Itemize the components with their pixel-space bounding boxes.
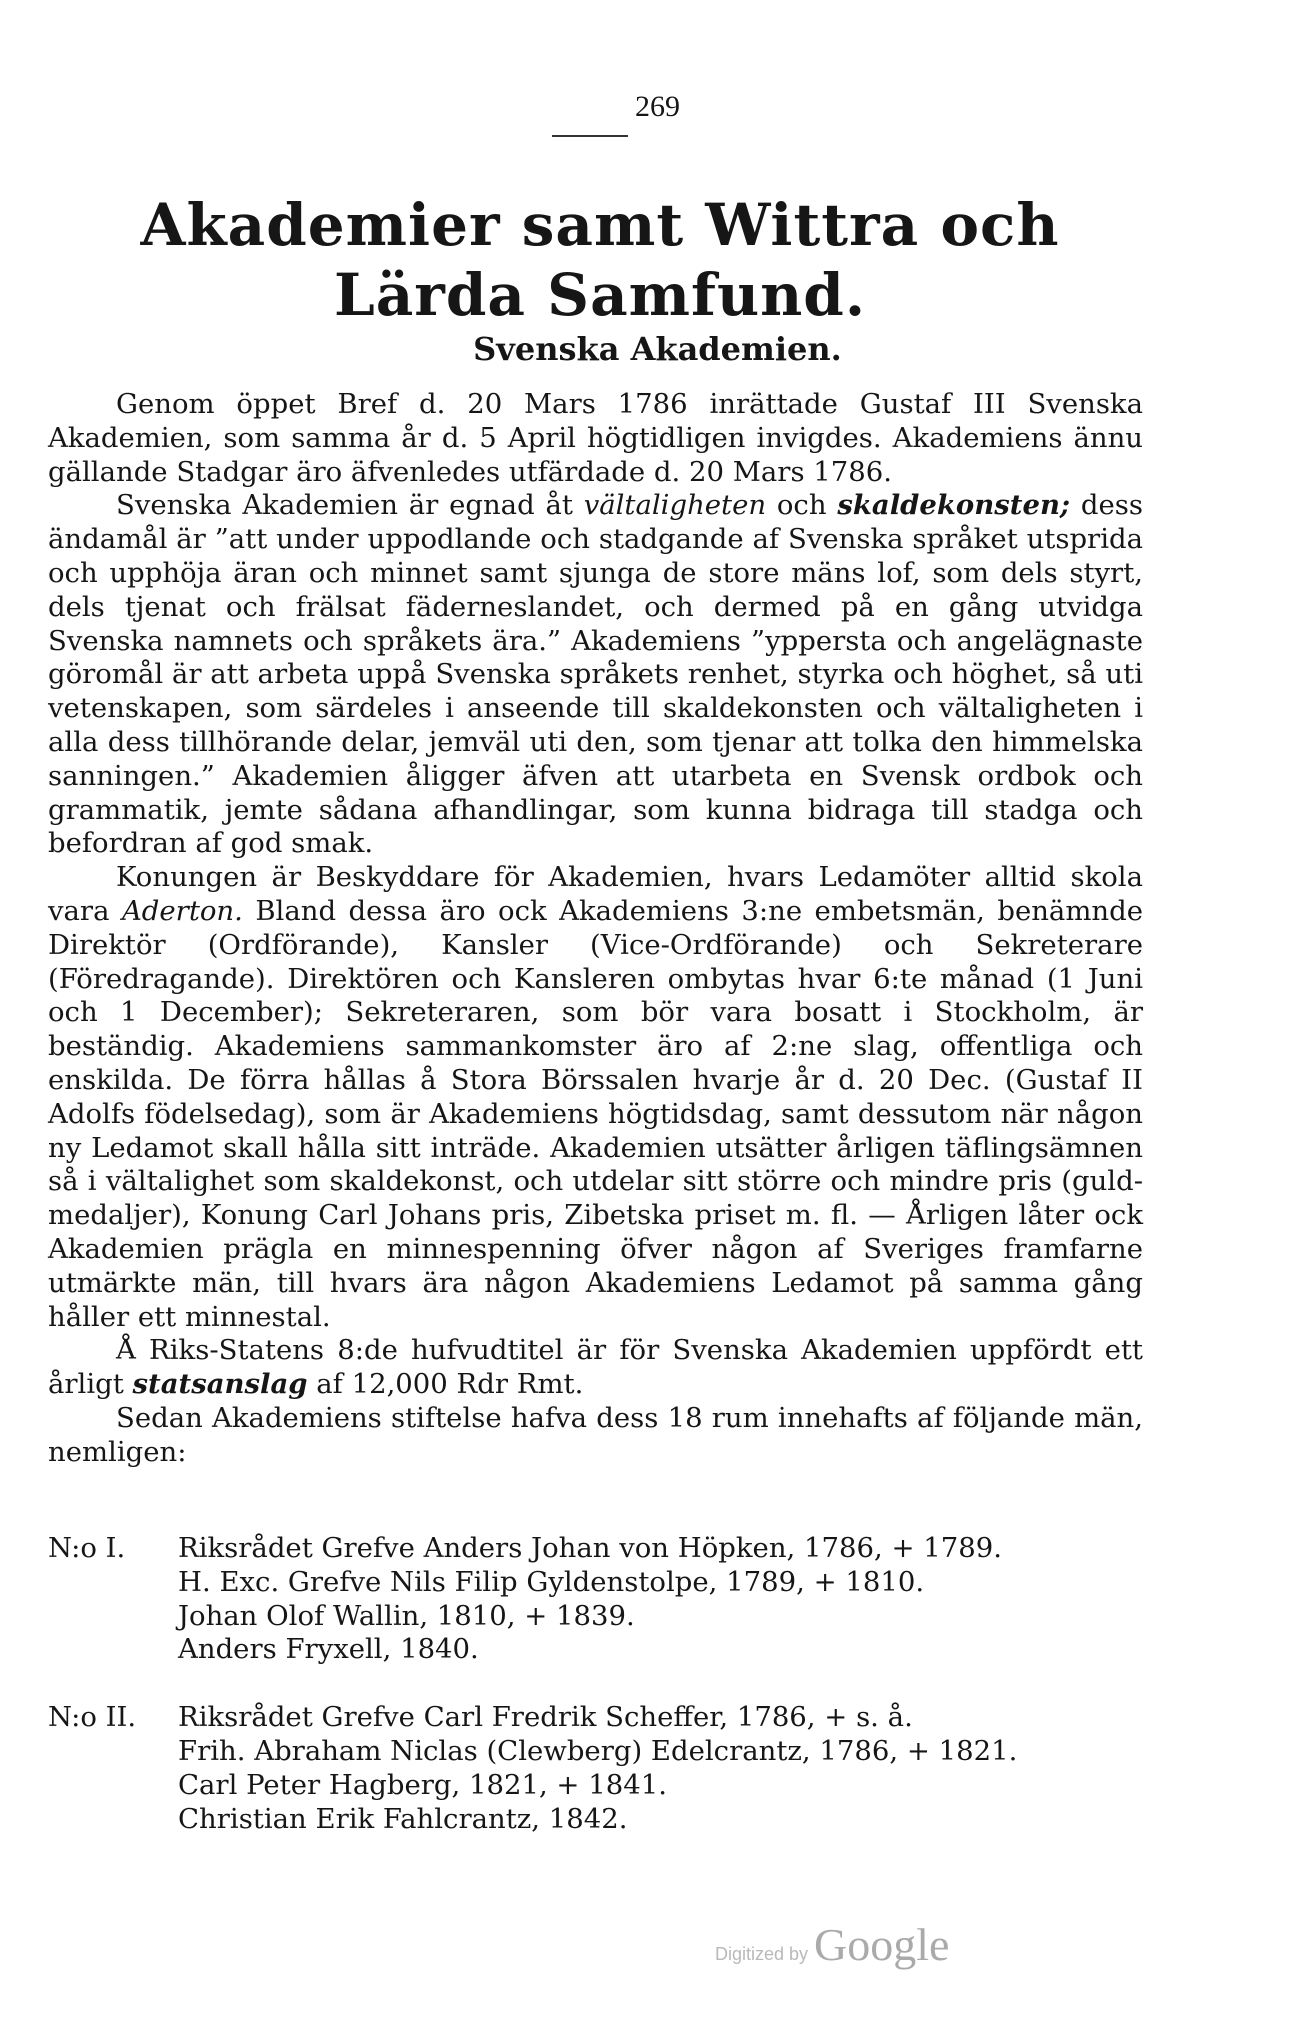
google-logo: Google: [814, 1919, 950, 1970]
paragraph-founding: Genom öppet Bref d. 20 Mars 1786 inrättade Gustaf III Svenska Akademien, som samma år d. 5 April högtidligen invigdes. Akademiens ännu gällande Stadgar äro äfvenledes utfärdade d. 20 Mars 1786.: [48, 388, 1143, 488]
seat-holder: Frih. Abraham Niclas (Clewberg) Edelcrantz, 1786, + 1821.: [178, 1734, 1018, 1767]
page-number-rule: [552, 135, 628, 137]
emphasis-valtaligheten: vältaligheten: [583, 489, 767, 522]
seat-holder: Riksrådet Grefve Carl Fredrik Scheffer, 1786, + s. å.: [178, 1701, 913, 1734]
seat-holder: Anders Fryxell, 1840.: [178, 1633, 479, 1666]
seat-row: [48, 1532, 1143, 1667]
emphasis-aderton: Aderton.: [121, 894, 243, 927]
seat-row: [48, 1701, 1143, 1836]
paragraph-organisation: Konungen är Beskyddare för Akademien, hvars Ledamöter alltid skola vara Aderton. Bland dessa äro ock Akademiens 3:ne embetsmän, benämnde Direktör (Ordförande), Kansler (Vice-Ordförande) och Sekreterare (Föredragande). Direktören och Kansleren ombytas hvar 6:te månad (1 Juni och 1 December); Sekreteraren, som bör vara bosatt i Stockholm, är beständig. Akademiens sammankomster äro af 2:ne slag, offentliga och enskilda. De förra hållas å Stora Börssalen hvarje år d. 20 Dec. (Gustaf II Adolfs födelsedag), som är Akademiens högtidsdag, samt dessutom när någon ny Ledamot skall hålla sitt inträde. Akademien utsätter årligen täflingsämnen så i vältalighet som skaldekonst, och utdelar sitt större och mindre pris (guld-medaljer), Konung Carl Johans pris, Zibetska priset m. fl. — Årligen låter ock Akademien prägla en minnespenning öfver någon af Sveriges framfarne utmärkte män, till hvars ära någon Akademiens Ledamot på samma gång håller ett minnestal.: [48, 861, 1143, 1333]
paragraph-funding: Å Riks-Statens 8:de hufvudtitel är för Svenska Akademien uppfördt ett årligt statsanslag af 12,000 Rdr Rmt.: [48, 1334, 1143, 1401]
seat-number: N:o I.: [48, 1532, 126, 1564]
seat-list-1: [48, 1532, 1143, 1836]
digitized-label: Digitized by: [715, 1944, 809, 1964]
seat-holder: H. Exc. Grefve Nils Filip Gyldenstolpe, 1789, + 1810.: [178, 1565, 925, 1598]
emphasis-skaldekonsten: skaldekonsten;: [837, 489, 1071, 522]
body-text: [48, 388, 1143, 1470]
seat-holders: [178, 1532, 1143, 1667]
emphasis-statsanslag: statsanslag: [132, 1368, 308, 1401]
paragraph-seat-intro: Sedan Akademiens stiftelse hafva dess 18 rum innehafts af följande män, nemligen:: [48, 1401, 1143, 1468]
chapter-title: Akademier samt Wittra och Lärda Samfund.: [140, 191, 1060, 329]
seat-holder: Christian Erik Fahlcrantz, 1842.: [178, 1802, 628, 1835]
seat-holder: Riksrådet Grefve Anders Johan von Höpken, 1786, + 1789.: [178, 1532, 1002, 1564]
digitized-by-watermark: [715, 1918, 949, 1971]
seat-number: N:o II.: [48, 1701, 137, 1734]
page-number: 269: [635, 90, 680, 123]
paragraph-purpose: Svenska Akademien är egnad åt vältaligheten och skaldekonsten; dess ändamål är ”att under uppodlande och stadgande af Svenska språket utsprida och upphöja äran och minnet samt sjunga de store mäns lof, som dels styrt, dels tjenat och frälsat fäderneslandet, och dermed på en gång utvidga Svenska namnets och språkets ära.” Akademiens ”yppersta och angelägnaste göromål är att arbeta uppå Svenska språkets renhet, styrka och höghet, så uti vetenskapen, som särdeles i anseende till skaldekonsten och vältaligheten i alla dess tillhörande delar, jemväl uti den, som tjenar att tolka den himmelska sanningen.” Akademien åligger äfven att utarbeta en Svensk ordbok och grammatik, jemte sådana afhandlingar, som kunna bidraga till stadga och befordran af god smak.: [48, 489, 1143, 860]
seat-holder: Johan Olof Wallin, 1810, + 1839.: [178, 1599, 635, 1632]
section-subtitle: Svenska Akademien.: [473, 330, 842, 368]
seat-holders: [178, 1701, 1143, 1836]
seat-holder: Carl Peter Hagberg, 1821, + 1841.: [178, 1768, 667, 1801]
